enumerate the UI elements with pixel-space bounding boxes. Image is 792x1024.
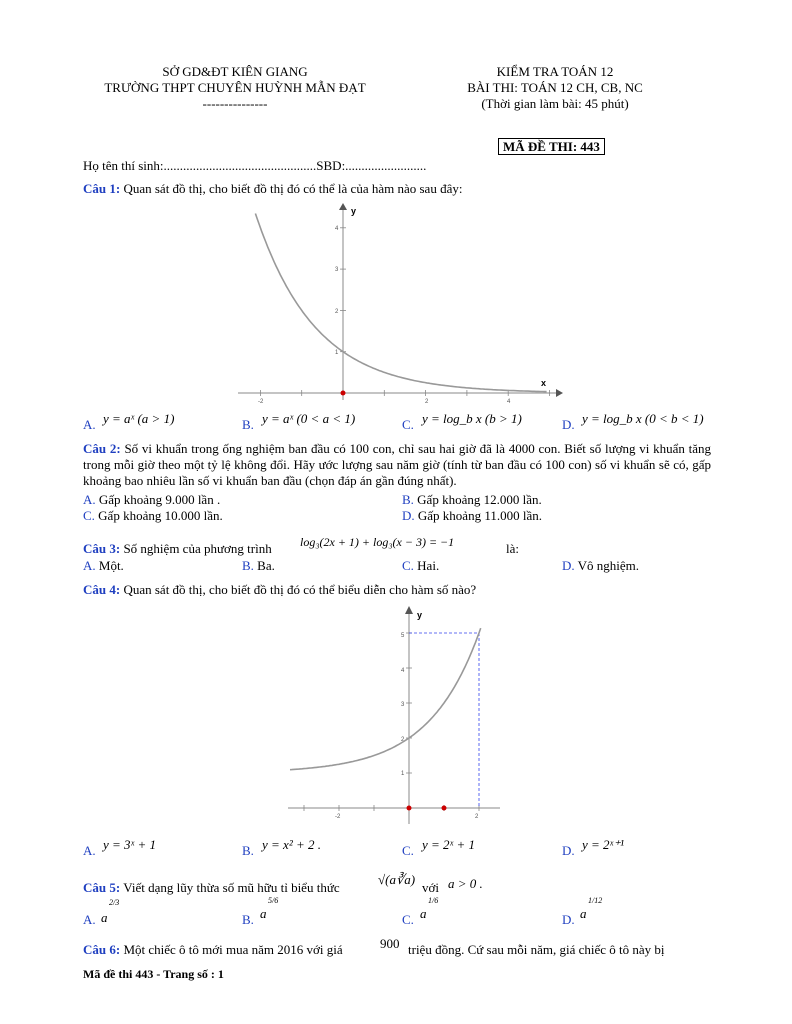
- graph-1-y-label: y: [351, 206, 357, 216]
- graph-2-y-tick-label: 2: [401, 737, 405, 743]
- option-c-letter: C.: [402, 417, 414, 432]
- graph-2-x-tick-label: 2: [475, 814, 479, 820]
- question-2-option-b[interactable]: [402, 492, 542, 508]
- question-2: [83, 441, 711, 489]
- question-4-options: [83, 837, 723, 857]
- option-b-letter: B.: [242, 417, 254, 432]
- question-6-text-before: Một chiếc ô tô mới mua năm 2016 với giá: [123, 942, 343, 957]
- option-a-letter: A.: [83, 492, 96, 507]
- graph-1-y-tick-label: 2: [335, 309, 339, 315]
- option-a-exponent: 2/3: [109, 898, 120, 907]
- option-c-exponent: 1/6: [428, 896, 439, 905]
- graph-2-y-tick-label: 5: [401, 633, 405, 639]
- option-c-expr[interactable]: y = 2ˣ + 1: [422, 837, 475, 852]
- question-3-equation: log₃(2x + 1) + log₃(x − 3) = −1: [300, 535, 455, 549]
- option-a-letter: A.: [83, 417, 96, 432]
- option-d-text: Vô nghiệm.: [577, 558, 640, 573]
- question-1: [83, 181, 462, 197]
- option-a-letter: A.: [83, 912, 96, 927]
- option-d-letter: D.: [562, 558, 575, 573]
- option-b-letter: B.: [402, 492, 414, 507]
- graph-1: [238, 200, 563, 405]
- option-a-expr[interactable]: y = 3ˣ + 1: [103, 837, 156, 852]
- question-4-label: Câu 4:: [83, 582, 121, 597]
- option-b-letter: B.: [242, 912, 254, 927]
- option-d-expr[interactable]: y = log_b x (0 < b < 1): [582, 411, 704, 426]
- question-5-expression: √(a∛a): [378, 872, 416, 887]
- graph-2-y-arrow-icon: [405, 606, 413, 614]
- question-2-option-d[interactable]: [402, 508, 542, 524]
- option-a-letter: A.: [83, 843, 96, 858]
- question-4: [83, 582, 476, 598]
- graph-1-x-tick-label: 4: [507, 399, 511, 405]
- option-d-letter: D.: [562, 417, 575, 432]
- option-d-expr[interactable]: y = 2ˣ⁺¹: [582, 837, 624, 852]
- department-name: SỞ GD&ĐT KIÊN GIANG: [162, 64, 308, 79]
- question-1-text: Quan sát đồ thị, cho biết đồ thị đó có thể là của hàm nào sau đây:: [123, 181, 463, 196]
- option-c-expr[interactable]: y = log_b x (b > 1): [422, 411, 522, 426]
- question-2-option-a[interactable]: [83, 492, 220, 508]
- question-5-label: Câu 5:: [83, 880, 121, 895]
- question-3: [83, 541, 272, 557]
- question-2-label: Câu 2:: [83, 441, 121, 456]
- question-3-text-before: Số nghiệm của phương trình: [123, 541, 272, 556]
- question-3-text-after: là:: [506, 541, 519, 556]
- option-c-letter: C.: [83, 508, 95, 523]
- option-d-letter: D.: [402, 508, 415, 523]
- question-3-option-d[interactable]: [562, 558, 639, 574]
- option-a-text: Một.: [98, 558, 124, 573]
- option-c-base[interactable]: a: [420, 906, 427, 921]
- school-name: TRƯỜNG THPT CHUYÊN HUỲNH MẪN ĐẠT: [104, 80, 366, 95]
- question-5-options: [83, 896, 723, 926]
- option-c-letter: C.: [402, 912, 414, 927]
- option-a-letter: A.: [83, 558, 96, 573]
- option-b-text: Ba.: [257, 558, 275, 573]
- option-c-letter: C.: [402, 558, 414, 573]
- school-header: [60, 64, 410, 112]
- graph-1-x-tick-label: 2: [425, 399, 429, 405]
- graph-2-y-tick-label: 1: [401, 771, 405, 777]
- graph-2: [288, 602, 503, 827]
- option-d-text: Gấp khoảng 11.000 lần.: [417, 508, 542, 523]
- question-3-option-a[interactable]: [83, 558, 124, 574]
- option-b-letter: B.: [242, 843, 254, 858]
- exam-title: KIỂM TRA TOÁN 12: [496, 64, 614, 79]
- graph-2-y-tick-label: 3: [401, 702, 405, 708]
- question-4-text: Quan sát đồ thị, cho biết đồ thị đó có thể biểu diễn cho hàm số nào?: [123, 582, 477, 597]
- option-b-base[interactable]: a: [260, 906, 267, 921]
- option-a-expr[interactable]: y = aˣ (a > 1): [103, 411, 175, 426]
- question-6-price: 900: [380, 936, 400, 951]
- graph-1-x-label: x: [541, 378, 547, 388]
- option-c-text: Hai.: [417, 558, 440, 573]
- question-5-text-before: Viết dạng lũy thừa số mũ hữu tỉ biểu thức: [123, 880, 340, 895]
- option-d-base[interactable]: a: [580, 906, 587, 921]
- option-a-text: Gấp khoảng 9.000 lần .: [98, 492, 221, 507]
- graph-1-y-tick-label: 1: [335, 350, 339, 356]
- exam-subject: BÀI THI: TOÁN 12 CH, CB, NC: [467, 80, 643, 95]
- question-1-label: Câu 1:: [83, 181, 121, 196]
- option-b-text: Gấp khoảng 12.000 lần.: [417, 492, 542, 507]
- graph-2-curve: [290, 628, 481, 770]
- graph-1-y-arrow-icon: [339, 203, 347, 210]
- graph-2-y-tick-label: 4: [401, 668, 405, 674]
- graph-2-x-tick-label: -2: [335, 814, 341, 820]
- question-6-label: Câu 6:: [83, 942, 121, 957]
- option-b-exponent: 5/6: [268, 896, 279, 905]
- option-d-letter: D.: [562, 912, 575, 927]
- option-c-letter: C.: [402, 843, 414, 858]
- question-5-condition: a > 0 .: [448, 876, 483, 891]
- question-5: [83, 880, 340, 896]
- question-6-text-after: triệu đồng. Cứ sau mỗi năm, giá chiếc ô tô này bị: [408, 942, 665, 957]
- option-d-letter: D.: [562, 843, 575, 858]
- question-2-text: Số vi khuẩn trong ống nghiệm ban đầu có 100 con, chỉ sau hai giờ đã là 4000 con. Biết số lượng vi khuẩn tăng trong mỗi giờ theo một tỷ lệ không đổi. Hãy ước lượng sau năm giờ (tính từ ban đầu có 100 con) số vi khuẩn sẽ có, gấp khoảng bao nhiêu lần số vi khuẩn ban đầu (chọn đáp án gần đúng nhất).: [83, 441, 711, 488]
- student-info-line: Họ tên thí sinh:...............................................SBD:.........................: [83, 158, 427, 173]
- graph-2-y-label: y: [417, 610, 423, 620]
- exam-duration: (Thời gian làm bài: 45 phút): [481, 96, 629, 111]
- question-3-option-c[interactable]: [402, 558, 439, 574]
- option-b-expr[interactable]: y = aˣ (0 < a < 1): [262, 411, 356, 426]
- graph-2-origin-point: [407, 806, 412, 811]
- graph-1-y-tick-label: 4: [335, 226, 339, 232]
- page-footer: Mã đề thi 443 - Trang số : 1: [83, 967, 224, 981]
- question-3-option-b[interactable]: [242, 558, 275, 574]
- graph-1-origin-point: [341, 391, 346, 396]
- graph-2-point-x1: [442, 806, 447, 811]
- exam-header: [420, 64, 690, 112]
- question-2-option-c[interactable]: [83, 508, 223, 524]
- question-6: [83, 942, 343, 958]
- header-divider: ---------------: [202, 96, 268, 111]
- option-a-base[interactable]: a: [101, 910, 108, 925]
- option-d-exponent: 1/12: [588, 896, 603, 905]
- option-b-expr[interactable]: y = x² + 2 .: [262, 837, 321, 852]
- option-c-text: Gấp khoảng 10.000 lần.: [98, 508, 223, 523]
- graph-1-x-tick-label: -2: [258, 399, 264, 405]
- exam-code-box: MÃ ĐỀ THI: 443: [498, 138, 605, 155]
- question-5-text-mid: với: [422, 880, 439, 895]
- graph-1-curve: [255, 214, 546, 392]
- option-b-letter: B.: [242, 558, 254, 573]
- question-3-label: Câu 3:: [83, 541, 121, 556]
- graph-1-y-tick-label: 3: [335, 267, 339, 273]
- graph-1-x-arrow-icon: [556, 389, 563, 397]
